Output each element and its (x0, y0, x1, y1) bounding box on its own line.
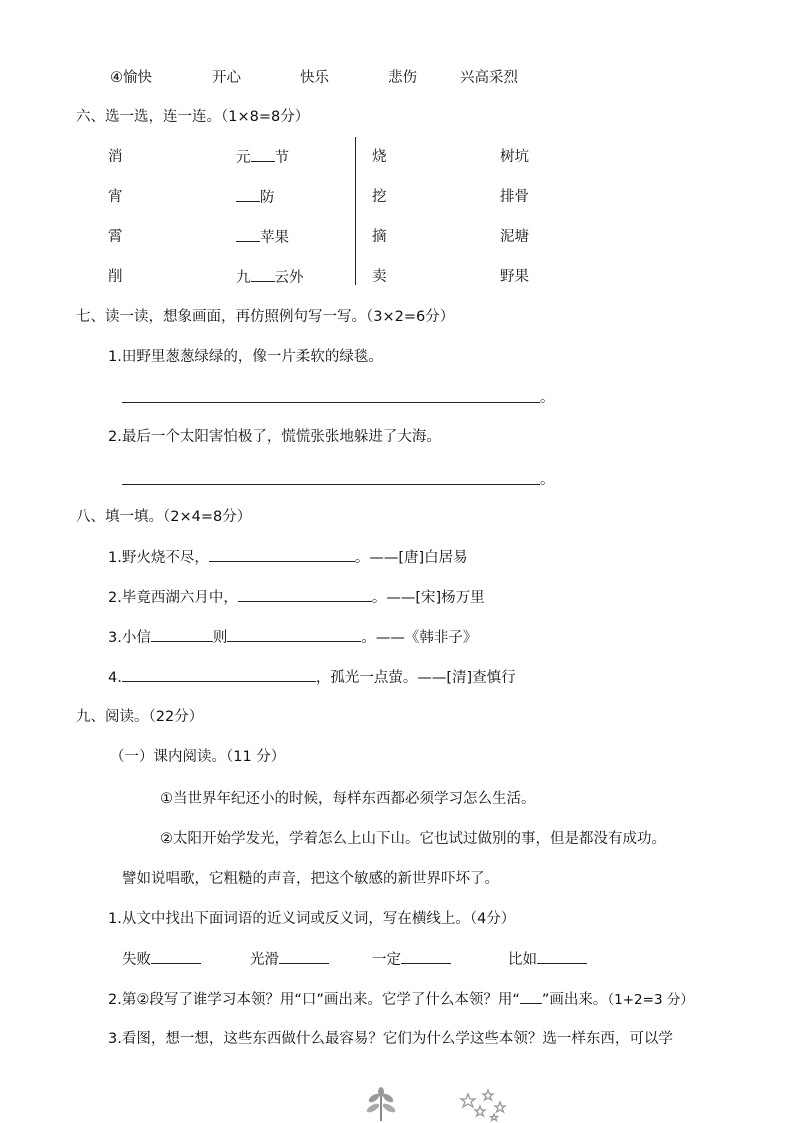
q6-verb-4: 卖 (372, 269, 387, 285)
q7-sentence-1: 1.田野里葱葱绿绿的，像一片柔软的绿毯。 (108, 349, 383, 365)
blank[interactable] (251, 147, 275, 162)
answer-line-1[interactable] (122, 402, 540, 403)
word-blank-4: 比如 (508, 949, 587, 970)
q6-word-3: 苹果 (236, 227, 289, 248)
q6-left-char-2: 宵 (108, 189, 123, 205)
q6-word-1: 元 节 (236, 147, 289, 168)
q5-word-4: 悲伤 (388, 70, 417, 86)
blank[interactable] (209, 547, 355, 562)
q9-paragraph-2: ②太阳开始学发光，学着怎么上山下山。它也试过做别的事，但是都没有成功。 (160, 831, 666, 847)
blank[interactable] (122, 667, 316, 682)
q9-paragraph-3: 譬如说唱歌，它粗糙的声音，把这个敏感的新世界吓坏了。 (122, 871, 499, 887)
blank[interactable] (236, 187, 260, 202)
sprout-icon (362, 1086, 400, 1122)
q6-word-4: 九 云外 (236, 267, 304, 288)
blank[interactable] (236, 227, 260, 242)
q8-line-3: 3.小信 则 。——《韩非子》 (108, 627, 477, 648)
blank[interactable] (401, 949, 451, 964)
q6-noun-3: 泥塘 (500, 229, 529, 245)
stars-icon (458, 1088, 510, 1122)
q5-word-5: 兴高采烈 (460, 70, 518, 86)
q6-left-char-1: 消 (108, 149, 123, 165)
q8-heading: 八、填一填。（2×4=8分） (76, 509, 252, 525)
q8-line-2: 2.毕竟西湖六月中， 。——[宋]杨万里 (108, 587, 485, 608)
blank[interactable] (151, 949, 201, 964)
q5-word-3: 快乐 (300, 70, 329, 86)
q6-verb-2: 挖 (372, 189, 387, 205)
q6-word-2: 防 (236, 187, 275, 208)
q6-noun-2: 排骨 (500, 189, 529, 205)
q7-heading: 七、读一读，想象画面，再仿照例句写一写。（3×2=6分） (76, 309, 455, 325)
word-blank-1: 失败 (122, 949, 201, 970)
period-2: 。 (540, 472, 555, 488)
q8-line-4: 4. ，孤光一点萤。——[清]查慎行 (108, 667, 516, 688)
blank[interactable] (151, 627, 213, 642)
q9-question-1: 1.从文中找出下面词语的近义词或反义词，写在横线上。（4分） (108, 911, 516, 927)
word-blank-2: 光滑 (250, 949, 329, 970)
q8-line-1: 1.野火烧不尽， 。——[唐]白居易 (108, 547, 468, 568)
q6-verb-3: 摘 (372, 229, 387, 245)
q9-subheading: （一）课内阅读。（11 分） (110, 749, 286, 765)
q6-verb-1: 烧 (372, 149, 387, 165)
q9-question-2: 2.第②段写了谁学习本领？用“口”画出来。它学了什么本领？用“ ”画出来。（1+2=3 分） (108, 989, 694, 1010)
q7-sentence-2: 2.最后一个太阳害怕极了，慌慌张张地躲进了大海。 (108, 429, 441, 445)
q6-noun-4: 野果 (500, 269, 529, 285)
blank[interactable] (279, 949, 329, 964)
word-blank-3: 一定 (372, 949, 451, 970)
q6-heading: 六、选一选，连一连。（1×8=8分） (76, 109, 310, 125)
q9-heading: 九、阅读。（22分） (76, 709, 204, 725)
q6-noun-1: 树坑 (500, 149, 529, 165)
blank[interactable] (227, 627, 361, 642)
answer-line-2[interactable] (122, 484, 540, 485)
q5-word-1: ④愉快 (110, 70, 152, 86)
q9-paragraph-1: ①当世界年纪还小的时候，每样东西都必须学习怎么生活。 (160, 791, 536, 807)
q5-word-2: 开心 (212, 70, 241, 86)
q6-left-char-4: 削 (108, 269, 123, 285)
q9-question-3: 3.看图，想一想，这些东西做什么最容易？它们为什么学这些本领？选一样东西，可以学 (108, 1031, 673, 1047)
blank[interactable] (537, 949, 587, 964)
blank[interactable] (238, 587, 372, 602)
underline-sample (520, 989, 542, 1004)
period-1: 。 (540, 390, 555, 406)
blank[interactable] (251, 267, 275, 282)
q6-left-char-3: 霄 (108, 229, 123, 245)
q6-divider (355, 137, 356, 285)
